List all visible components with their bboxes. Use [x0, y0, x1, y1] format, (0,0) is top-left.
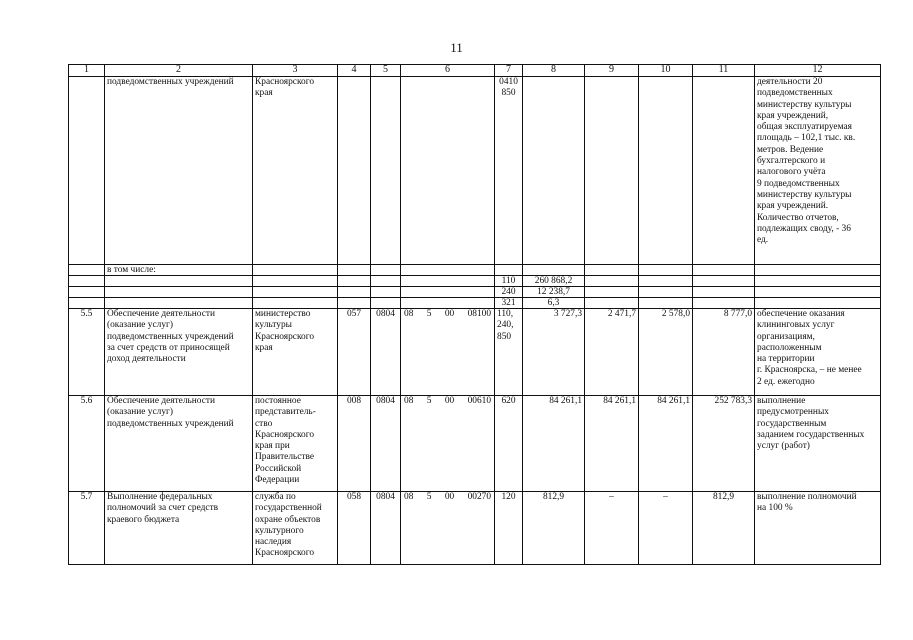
csr-part: 08	[404, 396, 414, 406]
cell-csr	[401, 309, 495, 396]
cell-total	[693, 77, 755, 265]
cell-num	[69, 77, 105, 265]
cell-y1: 812,9	[523, 492, 585, 565]
cell-total: 252 783,3	[693, 396, 755, 492]
table-row-sub	[69, 276, 881, 287]
including-label: в том числе:	[105, 265, 253, 276]
cell-total: 8 777,0	[693, 309, 755, 396]
cell-org: служба по государственной охране объектов культурного наследия Красноярского	[253, 492, 338, 565]
table-row-sub	[69, 298, 881, 309]
csr-part: 5	[426, 309, 432, 319]
cell-y1	[523, 77, 585, 265]
cell-y2: –	[585, 492, 639, 565]
cell-vr: 110, 240, 850	[495, 309, 523, 396]
cell-y2: 84 261,1	[585, 396, 639, 492]
col-header-10: 10	[639, 65, 693, 77]
csr-part: 00270	[467, 492, 491, 502]
program-table	[68, 64, 881, 565]
cell-vr: 0410 850	[495, 77, 523, 265]
cell-grbs: 008	[338, 396, 371, 492]
csr-part: 08	[404, 309, 414, 319]
cell-y3	[639, 77, 693, 265]
cell-total: 812,9	[693, 492, 755, 565]
header-row	[69, 65, 881, 77]
col-header-3: 3	[253, 65, 338, 77]
sub-type: 321	[495, 298, 523, 309]
csr-part: 00	[444, 492, 455, 502]
cell-csr	[401, 492, 495, 565]
col-header-6: 6	[401, 65, 495, 77]
col-header-7: 7	[495, 65, 523, 77]
table-row	[69, 492, 881, 565]
cell-y2	[585, 77, 639, 265]
col-header-2: 2	[105, 65, 253, 77]
sub-type: 240	[495, 287, 523, 298]
cell-result: обеспечение оказания клининговых услуг организациям, расположенным на территории г. Красноярска, – не менее 2 ед. ежегодно	[755, 309, 881, 396]
csr-part: 08100	[467, 309, 491, 319]
cell-y3: 84 261,1	[639, 396, 693, 492]
cell-name: Обеспечение деятельности (оказание услуг) подведомственных учреждений за счет средств от приносящей доход деятельности	[105, 309, 253, 396]
cell-y2: 2 471,7	[585, 309, 639, 396]
cell-vr: 120	[495, 492, 523, 565]
table-row-continued	[69, 77, 881, 265]
cell-num: 5.7	[69, 492, 105, 565]
csr-part: 5	[426, 396, 432, 406]
sub-amount: 12 238,7	[523, 287, 585, 298]
table-row-including	[69, 265, 881, 276]
cell-csr	[401, 77, 495, 265]
cell-y3: –	[639, 492, 693, 565]
cell-rzpr: 0804	[371, 396, 401, 492]
csr-part: 00610	[467, 396, 491, 406]
table-row	[69, 396, 881, 492]
cell-vr: 620	[495, 396, 523, 492]
cell-rzpr: 0804	[371, 309, 401, 396]
table-row-sub	[69, 287, 881, 298]
cell-y1: 84 261,1	[523, 396, 585, 492]
table-row	[69, 309, 881, 396]
csr-part: 5	[426, 492, 432, 502]
cell-grbs: 057	[338, 309, 371, 396]
col-header-11: 11	[693, 65, 755, 77]
col-header-1: 1	[69, 65, 105, 77]
cell-grbs: 058	[338, 492, 371, 565]
col-header-5: 5	[371, 65, 401, 77]
csr-part: 00	[444, 309, 455, 319]
cell-rzpr: 0804	[371, 492, 401, 565]
col-header-8: 8	[523, 65, 585, 77]
cell-num: 5.5	[69, 309, 105, 396]
sub-type: 110	[495, 276, 523, 287]
sub-amount: 6,3	[523, 298, 585, 309]
cell-grbs	[338, 77, 371, 265]
cell-name: Выполнение федеральных полномочий за счет средств краевого бюджета	[105, 492, 253, 565]
col-header-4: 4	[338, 65, 371, 77]
cell-csr	[401, 396, 495, 492]
cell-org: постоянное представитель- ство Красноярского края при Правительстве Российской Федерации	[253, 396, 338, 492]
cell-num: 5.6	[69, 396, 105, 492]
cell-result: выполнение полномочий на 100 %	[755, 492, 881, 565]
csr-part: 00	[444, 396, 455, 406]
cell-org: Красноярского края	[253, 77, 338, 265]
cell-result: деятельности 20 подведомственных министерству культуры края учреждений, общая эксплуатируемая площадь – 102,1 тыс. кв. метров. Ведение бухгалтерского и налогового учёта 9 подведомственных министерству культуры края учреждений. Количество отчетов, подлежащих своду, - 36 ед.	[755, 77, 881, 265]
col-header-12: 12	[755, 65, 881, 77]
cell-name: Обеспечение деятельности (оказание услуг) подведомственных учреждений	[105, 396, 253, 492]
page-number: 11	[450, 40, 463, 55]
cell-rzpr	[371, 77, 401, 265]
cell-result: выполнение предусмотренных государственным заданием государственных услуг (работ)	[755, 396, 881, 492]
cell-y1: 3 727,3	[523, 309, 585, 396]
sub-amount: 260 868,2	[523, 276, 585, 287]
col-header-9: 9	[585, 65, 639, 77]
cell-y3: 2 578,0	[639, 309, 693, 396]
cell-name: подведомственных учреждений	[105, 77, 253, 265]
cell-org: министерство культуры Красноярского края	[253, 309, 338, 396]
csr-part: 08	[404, 492, 414, 502]
